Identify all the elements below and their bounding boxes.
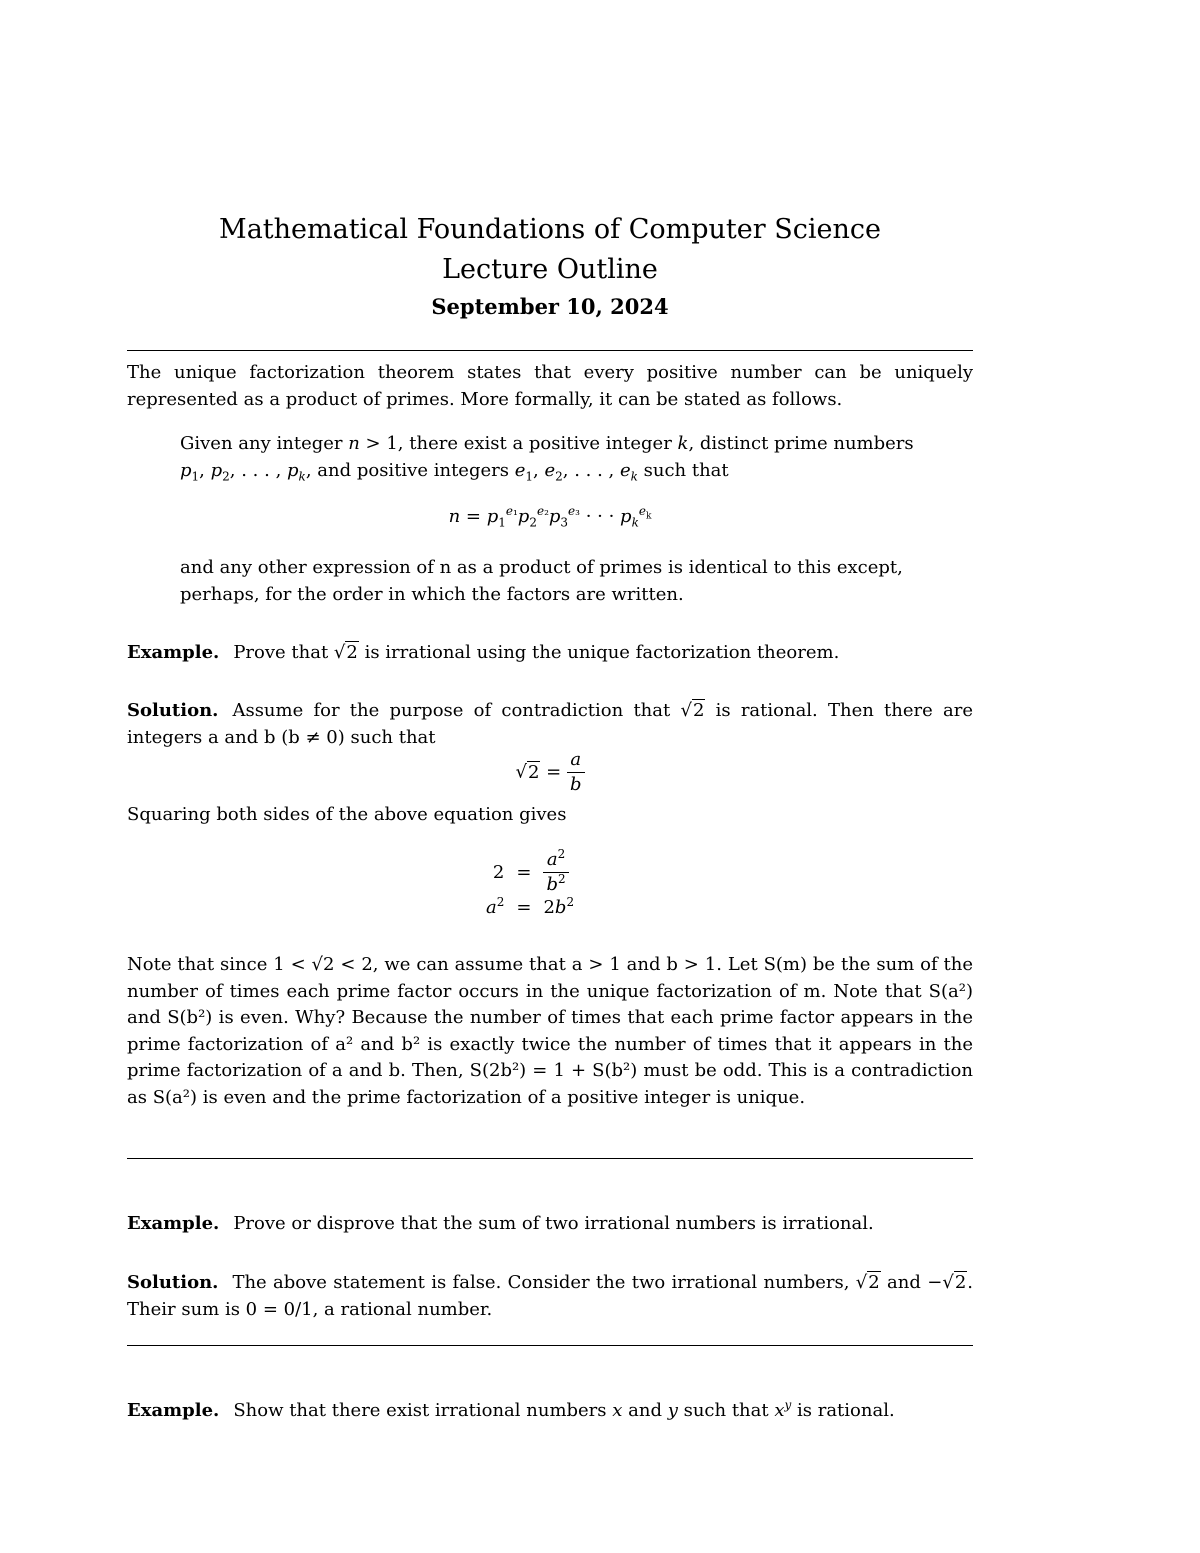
divider-rule [127,1345,973,1346]
intro-paragraph: The unique factorization theorem states that every positive number can be uniquely represented as a product of primes. More formally, it can be stated as follows. [127,362,973,410]
theorem-text: such that [637,459,729,481]
solution-text: . Their sum is 0 = 0/1, a rational number. [127,1272,973,1320]
example-label: Example. [127,1400,220,1421]
solution-text: Assume for the purpose of contradiction that [232,700,681,721]
theorem-closing: and any other expression of n as a product of primes is identical to this except, perhaps, for the order in which the factors are written. [180,557,903,605]
example-text: Prove that [233,642,334,663]
example-2 [127,1211,973,1238]
example-text: Show that there exist irrational numbers [233,1400,613,1421]
example-text: and [622,1400,668,1421]
example-1: Example. Prove that √2 is irrational using the unique factorization theorem. [127,642,840,663]
theorem-text: > 1, there exist a positive integer [359,433,678,454]
divider-rule [127,350,973,351]
example-label: Example. [127,642,220,663]
solution-label: Solution. [127,1272,219,1293]
sqrt-equation: √2 = $\frac{a}{b}$ [127,748,973,797]
solution-1: Solution. Assume for the purpose of contradiction that √2 is rational. Then there are integers a and b (b ≠ 0) such that [127,700,973,748]
solution-text: is rational. Then there are integers a and b (b ≠ 0) such that [127,700,973,748]
example-text: is rational. [791,1400,895,1421]
squared-equations: 2 = $\frac{a^2}{b^2}$ $a^2$ = $2b^2$ [486,847,575,918]
document-title: Mathematical Foundations of Computer Science [219,214,881,245]
divider-rule [127,1158,973,1159]
solution-text: The above statement is false. Consider the two irrational numbers, [232,1272,856,1293]
factorization-equation: $n = p_1^{e_1}p_2^{e_2}p_3^{e_3}$ · · · $p_k^{e_k}$ [448,504,652,530]
squaring-sentence: Squaring both sides of the above equation gives [127,804,567,825]
example-3: Example. Show that there exist irrational numbers x and y such that $x^y$ is rational. [127,1398,895,1421]
solution-text: and − [880,1272,943,1293]
solution-label: Solution. [127,700,219,721]
document-subtitle: Lecture Outline [442,254,658,285]
theorem-text: Given any integer [180,433,349,454]
theorem-statement: Given any integer n > 1, there exist a positive integer k, distinct prime numbers $p_1$, $p_2$, . . . , $p_k$, and positive integers $e_1$, $e_2$, . . . , $e_k$ such that [180,433,914,484]
theorem-text: , and positive integers [305,459,515,481]
example-text: Prove or disprove that the sum of two irrational numbers is irrational. [233,1213,874,1234]
theorem-text: , distinct prime numbers [688,433,914,454]
title-block [0,210,1100,322]
solution-2: Solution. The above statement is false. Consider the two irrational numbers, √2 and −√2. Their sum is 0 = 0/1, a rational number. [127,1272,973,1320]
solution-1-note: Note that since 1 < √2 < 2, we can assume that a > 1 and b > 1. Let S(m) be the sum of the number of times each prime factor occurs in the unique factorization of m. Note that S(a²) and S(b²) is even. Why? Because the number of times that each prime factor appears in the prime factorization of a² and b² is exactly twice the number of times that it appears in the prime factorization of a and b. Then, S(2b²) = 1 + S(b²) must be odd. This is a contradiction as S(a²) is even and the prime factorization of a positive integer is unique. [127,954,973,1108]
example-text: such that [677,1400,775,1421]
example-text: is irrational using the unique factorization theorem. [358,642,840,663]
example-label: Example. [127,1213,220,1234]
document-date: September 10, 2024 [431,294,669,319]
